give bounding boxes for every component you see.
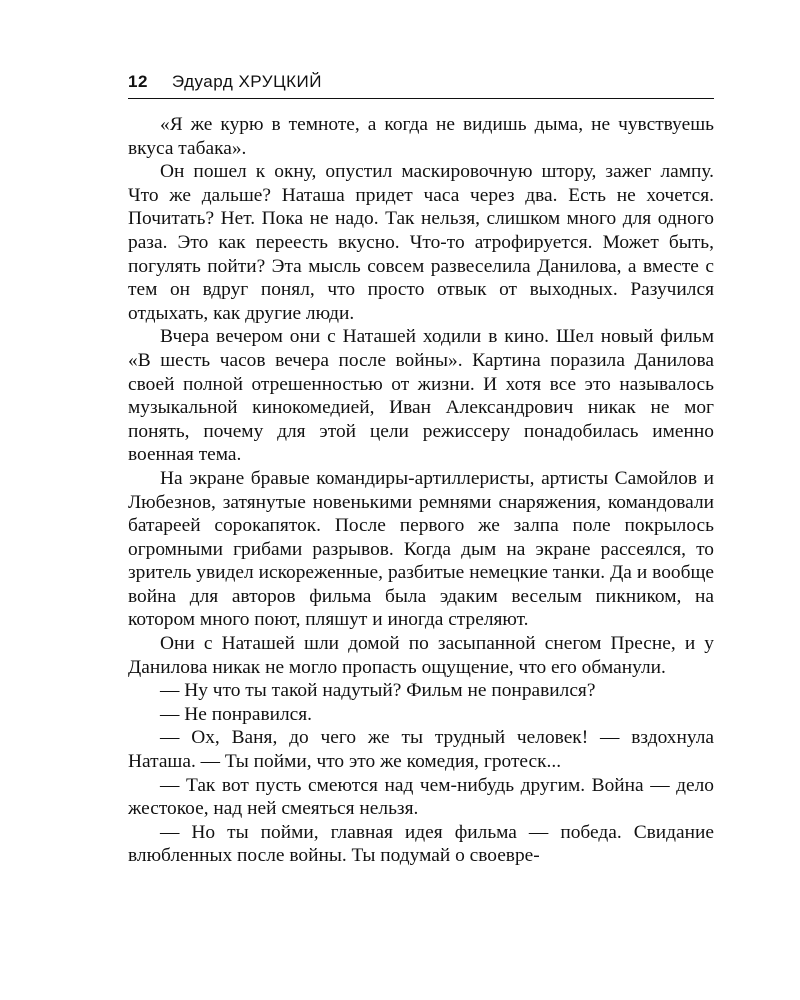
author-name: Эдуард ХРУЦКИЙ [171,72,322,91]
paragraph: «Я же курю в темноте, а когда не видишь дыма, не чувствуешь вкуса табака». [128,114,714,159]
book-page [128,72,714,868]
paragraph: На экране бравые командиры-артиллеристы, артисты Самойлов и Любезнов, затянутые новенькими ремнями снаряжения, командовали батареей сорокапяток. После первого же залпа поле покрылось огромными грибами разрывов. Когда дым на экране рассеялся, то зритель увидел искореженные, разбитые немецкие танки. Да и вообще война для авторов фильма была эдаким веселым пикником, на котором много поют, пляшут и иногда стреляют. [128,467,714,631]
running-header [128,72,714,99]
dialogue-line: — Так вот пусть смеются над чем-нибудь другим. Война — дело жестокое, над ней смеяться нельзя. [128,774,714,820]
dialogue-line: — Ну что ты такой надутый? Фильм не понравился? [160,680,596,702]
dialogue-line: — Не понравился. [160,703,313,725]
paragraph: Вчера вечером они с Наташей ходили в кино. Шел новый фильм «В шесть часов вечера после войны». Картина поразила Данилова своей полной отрешенностью от жизни. И хотя все это называлось музыкальной кинокомедией, Иван Александрович никак не мог понять, почему для этой цели режиссеру понадобилась именно военная тема. [128,326,714,466]
dialogue-line: — Ох, Ваня, до чего же ты трудный человек! — вздохнула Наташа. — Ты пойми, что это же комедия, гротеск... [128,727,714,773]
dialogue-line: — Но ты пойми, главная идея фильма — победа. Свидание влюбленных после войны. Ты подумай о своевре- [128,821,714,867]
paragraph: Они с Наташей шли домой по засыпанной снегом Пресне, и у Данилова никак не могло пропасть ощущение, что его обманули. [128,633,714,678]
paragraph: Он пошел к окну, опустил маскировочную штору, зажег лампу. Что же дальше? Наташа придет часа через два. Есть не хочется. Почитать? Нет. Пока не надо. Так нельзя, слишком много для одного раза. Это как переесть вкусно. Что-то атрофируется. Может быть, погулять пойти? Эта мысль совсем развеселила Данилова, а вместе с тем он вдруг понял, что просто отвык от выходных. Разучился отдыхать, как другие люди. [128,161,714,324]
page-number: 12 [128,72,148,91]
body-text [128,113,714,868]
